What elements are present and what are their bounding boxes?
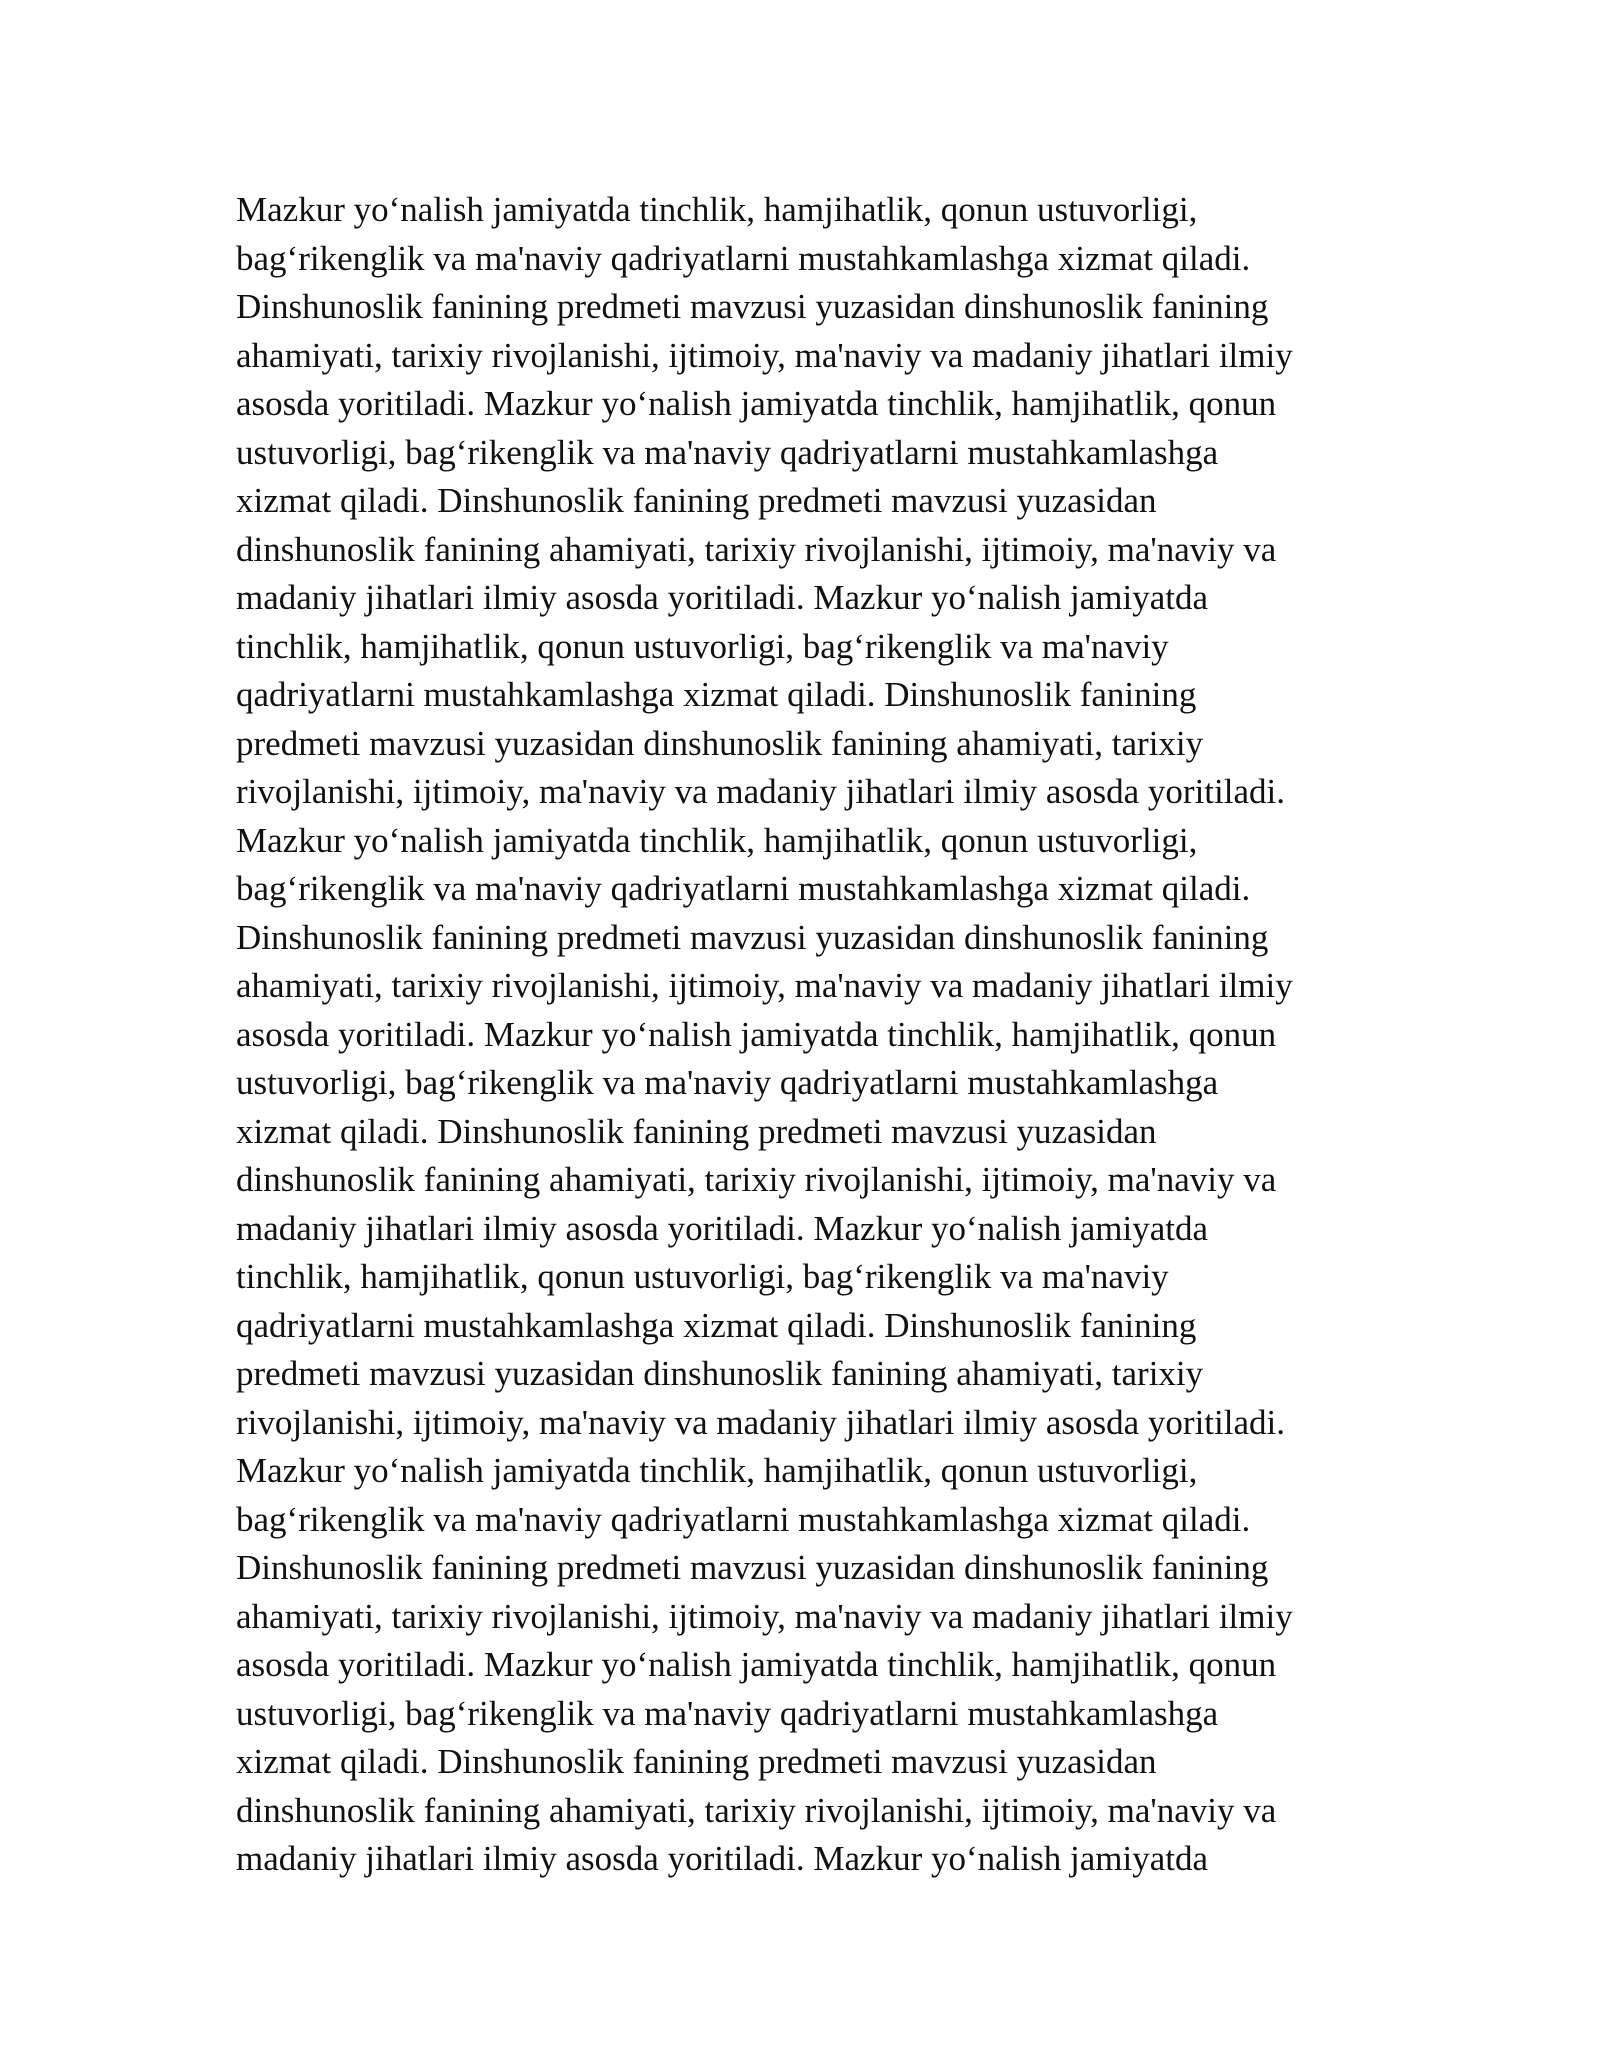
text-line: xizmat qiladi. Dinshunoslik fanining predmeti mavzusi yuzasidan — [236, 481, 1157, 520]
text-line: Dinshunoslik fanining predmeti mavzusi yuzasidan dinshunoslik fanining — [236, 917, 1269, 957]
text-line: asosda yoritiladi. Mazkur yo‘nalish jamiyatda tinchlik, hamjihatlik, qonun — [236, 384, 1277, 423]
text-line: asosda yoritiladi. Mazkur yo‘nalish jamiyatda tinchlik, hamjihatlik, qonun — [236, 1014, 1277, 1054]
text-line: madaniy jihatlari ilmiy asosda yoritiladi. Mazkur yo‘nalish jamiyatda — [236, 1208, 1208, 1248]
text-line: predmeti mavzusi yuzasidan dinshunoslik fanining ahamiyati, tarixiy — [236, 1354, 1204, 1393]
text-line: ahamiyati, tarixiy rivojlanishi, ijtimoiy, ma'naviy va madaniy jihatlari ilmiy — [236, 335, 1293, 375]
text-line: ustuvorligi, bag‘rikenglik va ma'naviy qadriyatlarni mustahkamlashga — [236, 1693, 1219, 1733]
text-line: tinchlik, hamjihatlik, qonun ustuvorligi, bag‘rikenglik va ma'naviy — [236, 626, 1169, 666]
text-line: rivojlanishi, ijtimoiy, ma'naviy va madaniy jihatlari ilmiy asosda yoritiladi. — [236, 772, 1285, 811]
text-line: dinshunoslik fanining ahamiyati, tarixiy rivojlanishi, ijtimoiy, ma'naviy va — [236, 529, 1277, 569]
text-line: dinshunoslik fanining ahamiyati, tarixiy rivojlanishi, ijtimoiy, ma'naviy va — [236, 1160, 1277, 1199]
text-line: bag‘rikenglik va ma'naviy qadriyatlarni mustahkamlashga xizmat qiladi. — [236, 1499, 1251, 1539]
text-line: ustuvorligi, bag‘rikenglik va ma'naviy qadriyatlarni mustahkamlashga — [236, 1063, 1219, 1102]
text-line: Mazkur yo‘nalish jamiyatda tinchlik, hamjihatlik, qonun ustuvorligi, — [236, 1451, 1198, 1490]
text-line: qadriyatlarni mustahkamlashga xizmat qiladi. Dinshunoslik fanining — [236, 675, 1197, 714]
text-line: asosda yoritiladi. Mazkur yo‘nalish jamiyatda tinchlik, hamjihatlik, qonun — [236, 1645, 1277, 1684]
text-line: qadriyatlarni mustahkamlashga xizmat qiladi. Dinshunoslik fanining — [236, 1305, 1197, 1345]
text-line: madaniy jihatlari ilmiy asosda yoritiladi. Mazkur yo‘nalish jamiyatda — [236, 1839, 1208, 1878]
text-line: bag‘rikenglik va ma'naviy qadriyatlarni mustahkamlashga xizmat qiladi. — [236, 869, 1251, 908]
text-line: Dinshunoslik fanining predmeti mavzusi yuzasidan dinshunoslik fanining — [236, 1548, 1269, 1587]
text-line: ahamiyati, tarixiy rivojlanishi, ijtimoiy, ma'naviy va madaniy jihatlari ilmiy — [236, 1596, 1293, 1636]
text-line: madaniy jihatlari ilmiy asosda yoritiladi. Mazkur yo‘nalish jamiyatda — [236, 578, 1208, 617]
text-line: ahamiyati, tarixiy rivojlanishi, ijtimoiy, ma'naviy va madaniy jihatlari ilmiy — [236, 966, 1293, 1005]
text-line: bag‘rikenglik va ma'naviy qadriyatlarni mustahkamlashga xizmat qiladi. — [236, 238, 1251, 278]
text-line: Mazkur yo‘nalish jamiyatda tinchlik, hamjihatlik, qonun ustuvorligi, — [236, 820, 1198, 860]
text-line: Mazkur yo‘nalish jamiyatda tinchlik, hamjihatlik, qonun ustuvorligi, — [236, 190, 1198, 229]
text-line: dinshunoslik fanining ahamiyati, tarixiy rivojlanishi, ijtimoiy, ma'naviy va — [236, 1790, 1277, 1830]
text-line: xizmat qiladi. Dinshunoslik fanining predmeti mavzusi yuzasidan — [236, 1111, 1157, 1151]
text-line: rivojlanishi, ijtimoiy, ma'naviy va madaniy jihatlari ilmiy asosda yoritiladi. — [236, 1402, 1285, 1442]
body-text — [236, 186, 1366, 1884]
text-line: predmeti mavzusi yuzasidan dinshunoslik fanining ahamiyati, tarixiy — [236, 723, 1204, 763]
text-line: xizmat qiladi. Dinshunoslik fanining predmeti mavzusi yuzasidan — [236, 1742, 1157, 1781]
text-line: ustuvorligi, bag‘rikenglik va ma'naviy qadriyatlarni mustahkamlashga — [236, 432, 1219, 472]
text-line: Dinshunoslik fanining predmeti mavzusi yuzasidan dinshunoslik fanining — [236, 287, 1269, 326]
text-line: tinchlik, hamjihatlik, qonun ustuvorligi, bag‘rikenglik va ma'naviy — [236, 1257, 1169, 1296]
